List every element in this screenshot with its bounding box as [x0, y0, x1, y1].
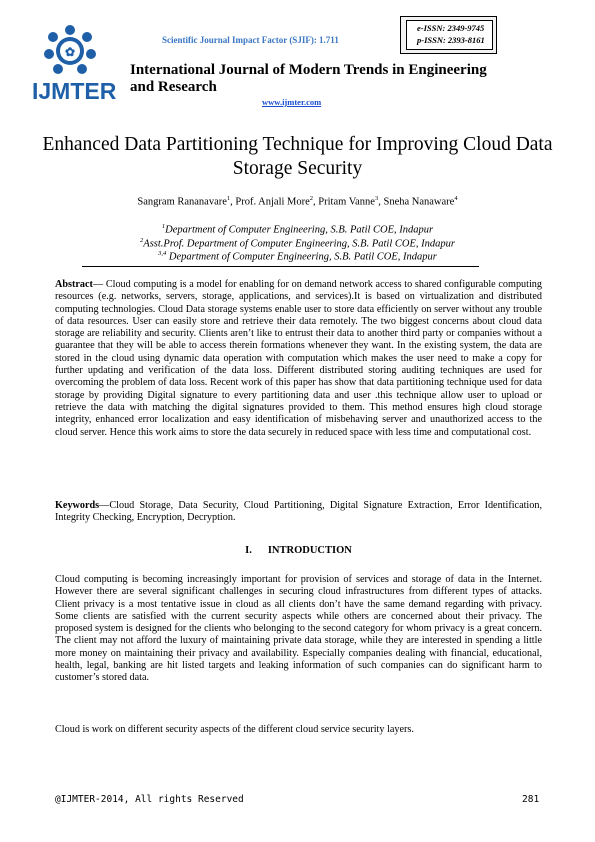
- journal-name: [130, 62, 540, 96]
- author-affiliation-mark: 2: [309, 195, 314, 202]
- abstract: [55, 279, 542, 439]
- section-number: I.: [245, 545, 252, 556]
- journal-emblem-icon: [42, 22, 98, 78]
- affiliation-1: [40, 223, 555, 236]
- keywords-text: —Cloud Storage, Data Security, Cloud Partitioning, Digital Signature Extraction, Error Identification, Integrity Checking, Encryption, Decryption.: [55, 500, 542, 524]
- abstract-text: — Cloud computing is a model for enabling for on demand network access to shared configurable computing resources (e.g. networks, servers, storage, applications, and services).It is based on virtualization and distributed computing technologies. Cloud Data storage systems enable user to store data efficiently on server without any trouble of data resources. User can easily store and retrieve their data remotely. The two biggest concerns about cloud data storage are reliability and security. Clients aren’t like to entrust their data to another third party or companies without a guarantee that they will be able to access therein formations whenever they want. In the existing system, the data are stored in the cloud using dynamic data operation with computation which makes the user need to make a copy for further updating and verification of the data loss. Different distributed storing auditing techniques are used for overcoming the problem of data loss. Recent work of this paper has show that data partitioning technique used for data storage by providing Digital signature to every partitioning data and user .this technique allow user to upload or retrieve the data with matching the digital signatures provided to them. This method ensures high cloud storage integrity, enhanced error localization and easy identification of misbehaving server and unauthorized access to the cloud server. Hence this work aims to store the data securely in reduced space with less time and computational cost.: [55, 279, 542, 438]
- journal-name-line1: International Journal of Modern Trends in Engineering: [130, 62, 487, 78]
- page-number: 281: [522, 794, 540, 805]
- author-name: Sneha Nanaware: [383, 196, 455, 208]
- svg-text:✿: ✿: [64, 45, 76, 59]
- journal-logo: [32, 22, 117, 114]
- introduction-paragraph-2: Cloud is work on different security aspects of the different cloud service security layers.: [55, 724, 414, 735]
- affiliation-mark: 1: [161, 223, 166, 230]
- logo-text: IJMTER: [32, 78, 117, 104]
- pissn: p-ISSN: 2393-8161: [417, 35, 485, 45]
- author-affiliation-mark: 3: [374, 195, 379, 202]
- issn-box: [400, 16, 497, 54]
- affiliation-mark: 3,4: [158, 250, 167, 257]
- keywords: [55, 500, 542, 525]
- author-name: Pritam Vanne: [318, 196, 375, 208]
- affiliation-text: Asst.Prof. Department of Computer Engineering, S.B. Patil COE, Indapur: [143, 238, 455, 250]
- impact-factor: Scientific Journal Impact Factor (SJIF): 1.711: [162, 35, 339, 45]
- author-name: Sangram Rananavare: [137, 196, 227, 208]
- affiliation-mark: 2: [140, 237, 144, 244]
- author-affiliation-mark: 4: [454, 195, 458, 202]
- paper-title: Enhanced Data Partitioning Technique for Improving Cloud Data Storage Security: [42, 134, 553, 179]
- header-divider: [82, 266, 479, 267]
- keywords-label: Keywords: [55, 500, 100, 511]
- section-heading-introduction: [55, 545, 542, 556]
- journal-name-line2: and Research: [130, 79, 217, 95]
- footer-copyright: @IJMTER-2014, All rights Reserved: [55, 794, 244, 805]
- author-affiliation-mark: 1: [226, 195, 231, 202]
- eissn: e-ISSN: 2349-9745: [417, 23, 485, 33]
- author-name: Prof. Anjali More: [235, 196, 310, 208]
- journal-url-link[interactable]: www.ijmter.com: [262, 97, 322, 107]
- affiliation-2: [40, 237, 555, 250]
- introduction-paragraph-1: Cloud computing is becoming increasingly important for provision of services and storage of data in the Internet. However there are several significant challenges in securing cloud infrastructures from different types of attacks. Client privacy is a most tentative issue in cloud as all clients don’t have the same demand regarding with privacy. Some clients are satisfied with the current security aspects while others are concerned about their privacy. The proposed system is designed for the clients who belonging to the second category for whom privacy is a great concern. The client may not afford the luxury of maintaining private data storage, while they are interested in spending a little more money on maintaining their privacy and availability. Especially companies dealing with financial, educational, health, legal, banking are hit listed targets and leaking information of such companies can do significant harm to customer’s stored data.: [55, 574, 542, 684]
- affiliation-text: Department of Computer Engineering, S.B. Patil COE, Indapur: [166, 251, 437, 263]
- author-list: Sangram Rananavare$^1$, Prof. Anjali More$^2$, Pritam Vanne$^3$, Sneha Nanaware$^4$: [137, 195, 458, 208]
- section-title: INTRODUCTION: [267, 545, 352, 556]
- affiliation-3: [40, 250, 555, 263]
- affiliation-text: Department of Computer Engineering, S.B. Patil COE, Indapur: [165, 224, 434, 236]
- abstract-label: Abstract: [55, 279, 93, 290]
